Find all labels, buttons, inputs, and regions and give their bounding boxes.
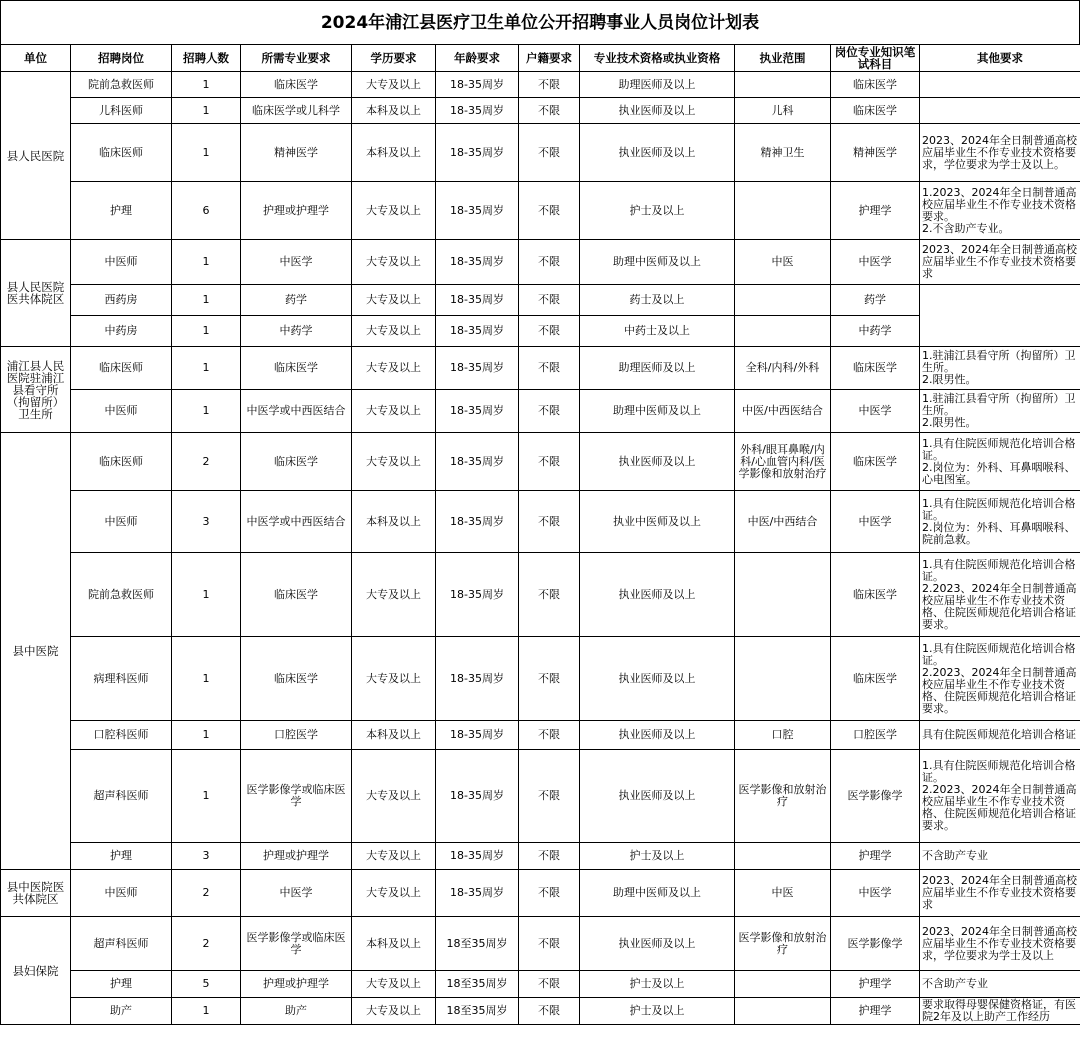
post-cell: 院前急救医师 <box>71 553 172 637</box>
post-cell: 中医师 <box>71 240 172 285</box>
hukou-cell: 不限 <box>519 553 580 637</box>
exam-cell: 药学 <box>831 285 920 316</box>
post-cell: 临床医师 <box>71 124 172 182</box>
qualification-cell: 执业医师及以上 <box>580 917 735 971</box>
qualification-cell: 执业医师及以上 <box>580 124 735 182</box>
qualification-cell: 执业医师及以上 <box>580 637 735 721</box>
table-row <box>1 553 1080 637</box>
unit-cell: 县妇保院 <box>1 917 71 1025</box>
unit-cell: 浦江县人民医院驻浦江县看守所（拘留所）卫生所 <box>1 347 71 433</box>
qualification-cell: 助理中医师及以上 <box>580 870 735 917</box>
scope-cell <box>735 843 831 870</box>
post-cell: 院前急救医师 <box>71 72 172 98</box>
exam-cell: 中医学 <box>831 491 920 553</box>
education-cell: 大专及以上 <box>352 433 436 491</box>
hukou-cell: 不限 <box>519 390 580 433</box>
age-cell: 18-35周岁 <box>436 637 519 721</box>
qualification-cell: 药士及以上 <box>580 285 735 316</box>
recruitment-table <box>0 44 1080 1025</box>
scope-cell: 儿科 <box>735 98 831 124</box>
table-row <box>1 347 1080 390</box>
table-row <box>1 750 1080 843</box>
age-cell: 18-35周岁 <box>436 721 519 750</box>
other-requirements-cell <box>920 285 1080 347</box>
education-cell: 大专及以上 <box>352 870 436 917</box>
hukou-cell: 不限 <box>519 750 580 843</box>
count-cell: 1 <box>172 72 241 98</box>
other-requirements-cell: 不含助产专业 <box>920 971 1080 998</box>
count-cell: 5 <box>172 971 241 998</box>
exam-cell: 医学影像学 <box>831 917 920 971</box>
other-requirements-cell: 1.具有住院医师规范化培训合格证。 2.2023、2024年全日制普通高校应届毕业生不作专业技术资格、住院医师规范化培训合格证要求。 <box>920 637 1080 721</box>
other-requirements-cell: 2023、2024年全日制普通高校应届毕业生不作专业技术资格要求，学位要求为学士及以上 <box>920 917 1080 971</box>
age-cell: 18-35周岁 <box>436 347 519 390</box>
hukou-cell: 不限 <box>519 971 580 998</box>
other-requirements-cell: 具有住院医师规范化培训合格证 <box>920 721 1080 750</box>
exam-cell: 临床医学 <box>831 433 920 491</box>
hukou-cell: 不限 <box>519 182 580 240</box>
hukou-cell: 不限 <box>519 491 580 553</box>
major-cell: 临床医学 <box>241 347 352 390</box>
education-cell: 大专及以上 <box>352 347 436 390</box>
count-cell: 1 <box>172 390 241 433</box>
table-row <box>1 998 1080 1025</box>
scope-cell: 中医/中西结合 <box>735 491 831 553</box>
education-cell: 本科及以上 <box>352 98 436 124</box>
major-cell: 精神医学 <box>241 124 352 182</box>
education-cell: 本科及以上 <box>352 721 436 750</box>
exam-cell: 护理学 <box>831 182 920 240</box>
qualification-cell: 助理中医师及以上 <box>580 240 735 285</box>
table-row <box>1 870 1080 917</box>
age-cell: 18-35周岁 <box>436 750 519 843</box>
scope-cell <box>735 637 831 721</box>
count-cell: 1 <box>172 240 241 285</box>
scope-cell <box>735 72 831 98</box>
post-cell: 护理 <box>71 971 172 998</box>
scope-cell: 医学影像和放射治疗 <box>735 917 831 971</box>
other-requirements-cell: 不含助产专业 <box>920 843 1080 870</box>
age-cell: 18至35周岁 <box>436 998 519 1025</box>
count-cell: 3 <box>172 491 241 553</box>
header-other: 其他要求 <box>920 45 1080 72</box>
major-cell: 中医学或中西医结合 <box>241 390 352 433</box>
table-row <box>1 917 1080 971</box>
exam-cell: 护理学 <box>831 843 920 870</box>
hukou-cell: 不限 <box>519 124 580 182</box>
other-requirements-cell: 2023、2024年全日制普通高校应届毕业生不作专业技术资格要求 <box>920 870 1080 917</box>
count-cell: 2 <box>172 870 241 917</box>
header-age: 年龄要求 <box>436 45 519 72</box>
hukou-cell: 不限 <box>519 917 580 971</box>
post-cell: 护理 <box>71 182 172 240</box>
qualification-cell: 助理中医师及以上 <box>580 390 735 433</box>
education-cell: 大专及以上 <box>352 843 436 870</box>
hukou-cell: 不限 <box>519 240 580 285</box>
age-cell: 18至35周岁 <box>436 917 519 971</box>
exam-cell: 中医学 <box>831 870 920 917</box>
education-cell: 大专及以上 <box>352 285 436 316</box>
age-cell: 18-35周岁 <box>436 124 519 182</box>
other-requirements-cell: 2023、2024年全日制普通高校应届毕业生不作专业技术资格要求 <box>920 240 1080 285</box>
table-row <box>1 390 1080 433</box>
education-cell: 大专及以上 <box>352 72 436 98</box>
qualification-cell: 执业医师及以上 <box>580 721 735 750</box>
exam-cell: 精神医学 <box>831 124 920 182</box>
unit-cell: 县中医院医共体院区 <box>1 870 71 917</box>
age-cell: 18-35周岁 <box>436 553 519 637</box>
other-requirements-cell: 1.具有住院医师规范化培训合格证。 2.岗位为：外科、耳鼻咽喉科、院前急救。 <box>920 491 1080 553</box>
scope-cell: 口腔 <box>735 721 831 750</box>
other-requirements-cell <box>920 98 1080 124</box>
other-requirements-cell: 1.驻浦江县看守所（拘留所）卫生所。 2.限男性。 <box>920 390 1080 433</box>
hukou-cell: 不限 <box>519 870 580 917</box>
major-cell: 护理或护理学 <box>241 843 352 870</box>
education-cell: 本科及以上 <box>352 124 436 182</box>
qualification-cell: 护士及以上 <box>580 182 735 240</box>
education-cell: 大专及以上 <box>352 637 436 721</box>
scope-cell <box>735 971 831 998</box>
post-cell: 超声科医师 <box>71 917 172 971</box>
table-row <box>1 72 1080 98</box>
scope-cell: 精神卫生 <box>735 124 831 182</box>
hukou-cell: 不限 <box>519 347 580 390</box>
education-cell: 大专及以上 <box>352 750 436 843</box>
other-requirements-cell: 1.具有住院医师规范化培训合格证。 2.岗位为：外科、耳鼻咽喉科、心电图室。 <box>920 433 1080 491</box>
post-cell: 儿科医师 <box>71 98 172 124</box>
other-requirements-cell <box>920 72 1080 98</box>
table-row <box>1 316 1080 347</box>
post-cell: 护理 <box>71 843 172 870</box>
other-requirements-cell: 1.具有住院医师规范化培训合格证。 2.2023、2024年全日制普通高校应届毕业生不作专业技术资格、住院医师规范化培训合格证要求。 <box>920 750 1080 843</box>
exam-cell: 护理学 <box>831 998 920 1025</box>
education-cell: 大专及以上 <box>352 182 436 240</box>
scope-cell: 外科/眼耳鼻喉/内科/心血管内科/医学影像和放射治疗 <box>735 433 831 491</box>
count-cell: 1 <box>172 998 241 1025</box>
header-unit: 单位 <box>1 45 71 72</box>
table-row <box>1 240 1080 285</box>
page-title: 2024年浦江县医疗卫生单位公开招聘事业人员岗位计划表 <box>0 0 1080 44</box>
scope-cell <box>735 998 831 1025</box>
post-cell: 中药房 <box>71 316 172 347</box>
qualification-cell: 助理医师及以上 <box>580 347 735 390</box>
age-cell: 18-35周岁 <box>436 285 519 316</box>
post-cell: 临床医师 <box>71 433 172 491</box>
count-cell: 1 <box>172 347 241 390</box>
qualification-cell: 执业中医师及以上 <box>580 491 735 553</box>
other-requirements-cell: 要求取得母婴保健资格证，有医院2年及以上助产工作经历 <box>920 998 1080 1025</box>
qualification-cell: 执业医师及以上 <box>580 553 735 637</box>
post-cell: 病理科医师 <box>71 637 172 721</box>
age-cell: 18-35周岁 <box>436 433 519 491</box>
post-cell: 临床医师 <box>71 347 172 390</box>
education-cell: 大专及以上 <box>352 971 436 998</box>
education-cell: 本科及以上 <box>352 917 436 971</box>
count-cell: 2 <box>172 917 241 971</box>
qualification-cell: 执业医师及以上 <box>580 433 735 491</box>
education-cell: 大专及以上 <box>352 998 436 1025</box>
qualification-cell: 执业医师及以上 <box>580 98 735 124</box>
scope-cell: 中医/中西医结合 <box>735 390 831 433</box>
table-row <box>1 491 1080 553</box>
exam-cell: 护理学 <box>831 971 920 998</box>
age-cell: 18-35周岁 <box>436 182 519 240</box>
qualification-cell: 执业医师及以上 <box>580 750 735 843</box>
major-cell: 中医学 <box>241 870 352 917</box>
post-cell: 西药房 <box>71 285 172 316</box>
header-post: 招聘岗位 <box>71 45 172 72</box>
major-cell: 护理或护理学 <box>241 971 352 998</box>
major-cell: 临床医学 <box>241 433 352 491</box>
post-cell: 中医师 <box>71 390 172 433</box>
header-exam: 岗位专业知识笔试科目 <box>831 45 920 72</box>
count-cell: 1 <box>172 637 241 721</box>
exam-cell: 临床医学 <box>831 553 920 637</box>
major-cell: 助产 <box>241 998 352 1025</box>
hukou-cell: 不限 <box>519 721 580 750</box>
major-cell: 护理或护理学 <box>241 182 352 240</box>
table-row <box>1 971 1080 998</box>
age-cell: 18-35周岁 <box>436 240 519 285</box>
scope-cell <box>735 285 831 316</box>
header-education: 学历要求 <box>352 45 436 72</box>
unit-cell: 县中医院 <box>1 433 71 870</box>
age-cell: 18-35周岁 <box>436 72 519 98</box>
age-cell: 18-35周岁 <box>436 491 519 553</box>
hukou-cell: 不限 <box>519 637 580 721</box>
header-count: 招聘人数 <box>172 45 241 72</box>
scope-cell <box>735 316 831 347</box>
count-cell: 1 <box>172 721 241 750</box>
hukou-cell: 不限 <box>519 316 580 347</box>
count-cell: 1 <box>172 98 241 124</box>
table-row <box>1 285 1080 316</box>
education-cell: 大专及以上 <box>352 316 436 347</box>
hukou-cell: 不限 <box>519 843 580 870</box>
major-cell: 中医学 <box>241 240 352 285</box>
hukou-cell: 不限 <box>519 98 580 124</box>
scope-cell <box>735 182 831 240</box>
exam-cell: 中药学 <box>831 316 920 347</box>
scope-cell: 中医 <box>735 240 831 285</box>
qualification-cell: 护士及以上 <box>580 998 735 1025</box>
exam-cell: 口腔医学 <box>831 721 920 750</box>
table-row <box>1 98 1080 124</box>
qualification-cell: 护士及以上 <box>580 843 735 870</box>
hukou-cell: 不限 <box>519 72 580 98</box>
post-cell: 助产 <box>71 998 172 1025</box>
post-cell: 口腔科医师 <box>71 721 172 750</box>
table-row <box>1 124 1080 182</box>
count-cell: 3 <box>172 843 241 870</box>
age-cell: 18-35周岁 <box>436 843 519 870</box>
header-scope: 执业范围 <box>735 45 831 72</box>
education-cell: 大专及以上 <box>352 390 436 433</box>
count-cell: 1 <box>172 553 241 637</box>
major-cell: 中药学 <box>241 316 352 347</box>
major-cell: 临床医学 <box>241 637 352 721</box>
scope-cell: 全科/内科/外科 <box>735 347 831 390</box>
count-cell: 6 <box>172 182 241 240</box>
other-requirements-cell: 1.具有住院医师规范化培训合格证。 2.2023、2024年全日制普通高校应届毕业生不作专业技术资格、住院医师规范化培训合格证要求。 <box>920 553 1080 637</box>
major-cell: 中医学或中西医结合 <box>241 491 352 553</box>
education-cell: 本科及以上 <box>352 491 436 553</box>
header-qualification: 专业技术资格或执业资格 <box>580 45 735 72</box>
count-cell: 1 <box>172 750 241 843</box>
count-cell: 1 <box>172 124 241 182</box>
scope-cell: 医学影像和放射治疗 <box>735 750 831 843</box>
table-row <box>1 433 1080 491</box>
other-requirements-cell: 1.2023、2024年全日制普通高校应届毕业生不作专业技术资格要求。 2.不含助产专业。 <box>920 182 1080 240</box>
qualification-cell: 中药士及以上 <box>580 316 735 347</box>
table-row <box>1 721 1080 750</box>
header-hukou: 户籍要求 <box>519 45 580 72</box>
qualification-cell: 助理医师及以上 <box>580 72 735 98</box>
other-requirements-cell: 2023、2024年全日制普通高校应届毕业生不作专业技术资格要求，学位要求为学士及以上。 <box>920 124 1080 182</box>
unit-cell: 县人民医院 <box>1 72 71 240</box>
table-row <box>1 637 1080 721</box>
exam-cell: 中医学 <box>831 390 920 433</box>
education-cell: 大专及以上 <box>352 553 436 637</box>
exam-cell: 医学影像学 <box>831 750 920 843</box>
major-cell: 临床医学或儿科学 <box>241 98 352 124</box>
age-cell: 18-35周岁 <box>436 870 519 917</box>
count-cell: 1 <box>172 285 241 316</box>
post-cell: 超声科医师 <box>71 750 172 843</box>
scope-cell <box>735 553 831 637</box>
table-header-row <box>1 45 1080 72</box>
age-cell: 18至35周岁 <box>436 971 519 998</box>
exam-cell: 临床医学 <box>831 98 920 124</box>
major-cell: 医学影像学或临床医学 <box>241 750 352 843</box>
major-cell: 临床医学 <box>241 72 352 98</box>
table-row <box>1 843 1080 870</box>
count-cell: 1 <box>172 316 241 347</box>
exam-cell: 临床医学 <box>831 347 920 390</box>
exam-cell: 中医学 <box>831 240 920 285</box>
hukou-cell: 不限 <box>519 433 580 491</box>
post-cell: 中医师 <box>71 491 172 553</box>
hukou-cell: 不限 <box>519 285 580 316</box>
scope-cell: 中医 <box>735 870 831 917</box>
age-cell: 18-35周岁 <box>436 390 519 433</box>
major-cell: 医学影像学或临床医学 <box>241 917 352 971</box>
age-cell: 18-35周岁 <box>436 316 519 347</box>
header-major: 所需专业要求 <box>241 45 352 72</box>
exam-cell: 临床医学 <box>831 72 920 98</box>
hukou-cell: 不限 <box>519 998 580 1025</box>
post-cell: 中医师 <box>71 870 172 917</box>
table-row <box>1 182 1080 240</box>
major-cell: 临床医学 <box>241 553 352 637</box>
count-cell: 2 <box>172 433 241 491</box>
other-requirements-cell: 1.驻浦江县看守所（拘留所）卫生所。 2.限男性。 <box>920 347 1080 390</box>
major-cell: 口腔医学 <box>241 721 352 750</box>
unit-cell: 县人民医院医共体院区 <box>1 240 71 347</box>
exam-cell: 临床医学 <box>831 637 920 721</box>
education-cell: 大专及以上 <box>352 240 436 285</box>
age-cell: 18-35周岁 <box>436 98 519 124</box>
qualification-cell: 护士及以上 <box>580 971 735 998</box>
major-cell: 药学 <box>241 285 352 316</box>
